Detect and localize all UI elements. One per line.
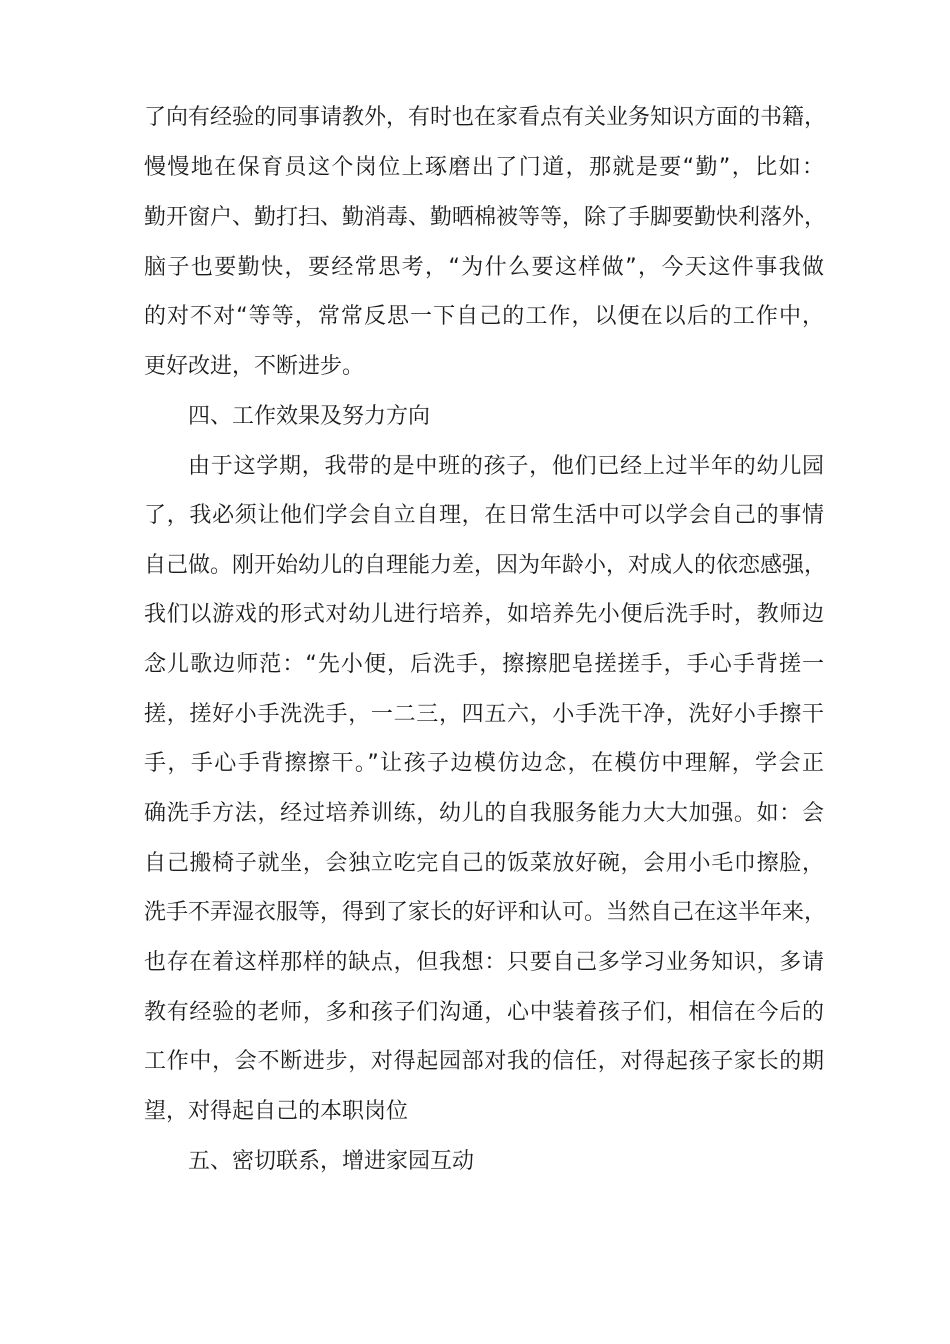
text-line: 工作中，会不断进步，对得起园部对我的信任，对得起孩子家长的期 bbox=[144, 1049, 824, 1074]
text-line: 我们以游戏的形式对幼儿进行培养，如培养先小便后洗手时，教师边 bbox=[144, 602, 824, 627]
text-line: 了向有经验的同事请教外，有时也在家看点有关业务知识方面的书籍， bbox=[144, 105, 827, 130]
text-line: 勤开窗户、勤打扫、勤消毒、勤晒棉被等等，除了手脚要勤快利落外， bbox=[144, 205, 827, 230]
text-line: 教有经验的老师，多和孩子们沟通，心中装着孩子们，相信在今后的 bbox=[144, 1000, 824, 1025]
text-line: 也存在着这样那样的缺点，但我想：只要自己多学习业务知识，多请 bbox=[144, 950, 824, 975]
text-line: 确洗手方法，经过培养训练，幼儿的自我服务能力大大加强。如：会 bbox=[144, 801, 824, 826]
text-line: 脑子也要勤快，要经常思考，“为什么要这样做”，今天这件事我做 bbox=[144, 255, 824, 280]
text-line: 自己搬椅子就坐，会独立吃完自己的饭菜放好碗，会用小毛巾擦脸， bbox=[144, 851, 824, 876]
text-line: 了，我必须让他们学会自立自理，在日常生活中可以学会自己的事情 bbox=[144, 503, 824, 528]
text-line: 洗手不弄湿衣服等，得到了家长的好评和认可。当然自己在这半年来， bbox=[144, 900, 827, 925]
section-heading-five: 五、密切联系，增进家园互动 bbox=[188, 1149, 475, 1174]
text-line: 自己做。刚开始幼儿的自理能力差，因为年龄小，对成人的依恋感强， bbox=[144, 553, 827, 578]
text-line: 望，对得起自己的本职岗位 bbox=[144, 1099, 409, 1124]
text-line: 更好改进，不断进步。 bbox=[144, 354, 365, 379]
text-line: 搓，搓好小手洗洗手，一二三，四五六，小手洗干净，洗好小手擦干 bbox=[144, 702, 824, 727]
text-line: 的对不对“等等，常常反思一下自己的工作，以便在以后的工作中， bbox=[144, 304, 824, 329]
text-line: 慢慢地在保育员这个岗位上琢磨出了门道，那就是要“勤”，比如： bbox=[144, 155, 824, 180]
text-line: 手，手心手背擦擦干。”让孩子边模仿边念，在模仿中理解，学会正 bbox=[144, 751, 824, 776]
paragraph-first-line: 由于这学期，我带的是中班的孩子，他们已经上过半年的幼儿园 bbox=[188, 454, 824, 479]
text-line: 念儿歌边师范：“先小便，后洗手，擦擦肥皂搓搓手，手心手背搓一 bbox=[144, 652, 824, 677]
section-heading-four: 四、工作效果及努力方向 bbox=[188, 404, 431, 429]
